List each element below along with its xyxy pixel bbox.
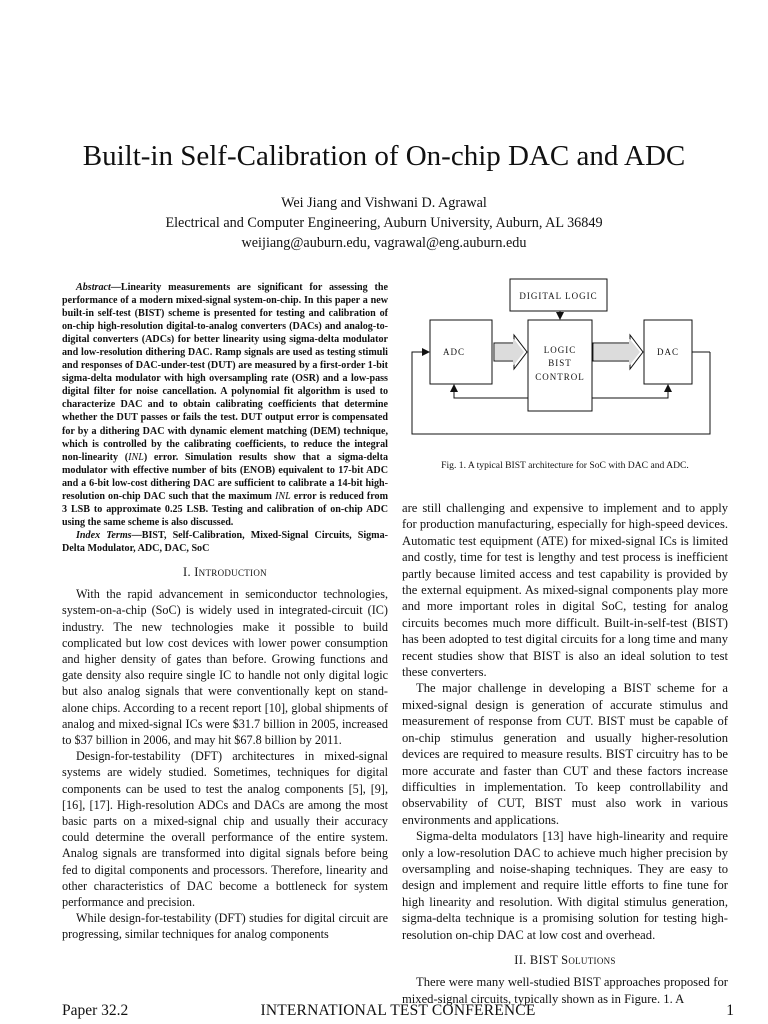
- logic-label-line3: CONTROL: [535, 372, 585, 382]
- footer-conference: INTERNATIONAL TEST CONFERENCE: [260, 1002, 536, 1019]
- figure-caption: Fig. 1. A typical BIST architecture for SoC with DAC and ADC.: [441, 460, 689, 471]
- section-heading-introduction: I. Introduction: [183, 564, 267, 579]
- feedback-logic-to-dac: [592, 385, 668, 398]
- abstract-text-3: error is reduced from 3 LSB to approximate 0.25 LSB. Testing and calibration of on-chip ADC using the same scheme is also discussed.: [62, 490, 388, 528]
- logic-label-line1: LOGIC: [543, 345, 577, 355]
- index-terms-text: —BIST, Self-Calibration, Mixed-Signal Circuits, Sigma-Delta Modulator, ADC, DAC, SoC: [62, 529, 388, 554]
- right-paragraph-1: are still challenging and expensive to implement and to apply for production manufacturing, especially for high-speed devices. Automatic test equipment (ATE) for mixed-signal ICs is limited and costly, time for test is lengthy and test process is inefficient partly because limited access and test capability is provided by the external equipment. As mixed-signal components play more and more important roles in digital SoC, testing for analog circuits becomes much more difficult. Built-in-self-test (BIST) has been adopted to test digital circuits for a long time and many recent studies show that BIST is also an ideal solution to test these converters.: [402, 501, 728, 680]
- author-affiliation: Electrical and Computer Engineering, Auburn University, Auburn, AL 36849: [165, 215, 603, 231]
- paper-title: Built-in Self-Calibration of On-chip DAC and ADC: [82, 140, 686, 172]
- right-paragraph-2: The major challenge in developing a BIST scheme for a mixed-signal design is generation of accurate stimulus and measurement of response from CUT. BIST must be capable of on-chip stimulus generation and usually higher-resolution devices are required to measure results. BIST circuitry has to be more accurate and faster than CUT and these factors increase difficulties in implementation. To keep controllability and observability of CUT, BIST must also work in various environments and applications.: [402, 681, 728, 827]
- page-footer: [62, 1001, 734, 1021]
- abstract-inl-1: INL: [128, 451, 144, 463]
- bist-paragraph-1: There were many well-studied BIST approaches proposed for mixed-signal circuits, typically shown as in Figure. 1. A: [402, 975, 728, 1006]
- author-emails: weijiang@auburn.edu, vagrawal@eng.auburn.edu: [241, 235, 527, 251]
- right-column: [402, 500, 728, 1007]
- adc-label: ADC: [442, 347, 466, 357]
- section-heading-bist-solutions: II. BIST Solutions: [514, 952, 616, 967]
- intro-paragraph-1: With the rapid advancement in semiconductor technologies, system-on-a-chip (SoC) is widely used in integrated-circuit (IC) industry. The new technologies make it possible to build complicated but low cost devices with lower power consumption and higher density of gates than before. Growing functions and gate density also require single IC to handle not only digital logic but also analog signals that were conventionally kept on stand-alone chips. According to a recent report [10], global shipments of analog and mixed-signal ICs were $31.7 billion in 2005, increased to $37 billion in 2006, and may hit $67.8 billion by 2011.: [62, 587, 388, 748]
- feedback-logic-to-adc: [454, 385, 528, 398]
- abstract-text-1: —Linearity measurements are significant for assessing the performance of a modern mixed-signal system-on-chip. In this paper a new built-in self-test (BIST) scheme is presented for testing and calibration of on-chip high-resolution digital-to-analog converters (DACs) and analog-to-digital converters (ADCs) for better linearity using sigma-delta modulator and low-resolution dithering DAC. Ramp signals are used as testing stimuli and responses of DAC-under-test (DUT) are measured by a first-order 1-bit sigma-delta modulator with high oversampling rate (OSR) and a low-pass digital filter for noise cancellation. A polynomial fit algorithm is used to characterize DAC and to obtain calibrating coefficients that determine whether the DUT passes or fails the test. DUT output error is compensated for by a dithering DAC with dynamic element matching (DEM) technique, which is controlled by the calibrating coefficients, to reduce the integral non-linearity (: [62, 282, 388, 463]
- author-names: Wei Jiang and Vishwani D. Agrawal: [281, 195, 487, 211]
- left-column: [62, 281, 388, 943]
- index-terms-lead: Index Terms: [76, 529, 132, 541]
- abstract-text-2: ) error. Simulation results show that a sigma-delta modulator with effective number of bits (ENOB) equivalent to 17-bit ADC and a 6-bit low-cost dithering DAC are sufficient to calibrate a 14-bit high-resolution on-chip DAC such that the maximum: [62, 451, 388, 502]
- dac-label: DAC: [656, 347, 680, 357]
- intro-paragraph-3: While design-for-testability (DFT) studies for digital circuit are progressing, similar techniques for analog components: [62, 911, 388, 942]
- figure-bist-architecture: [410, 276, 728, 442]
- index-terms: [62, 529, 388, 555]
- abstract-inl-2: INL: [275, 490, 291, 502]
- author-block: [0, 193, 768, 253]
- digital-logic-label: DIGITAL LOGIC: [519, 291, 598, 301]
- intro-paragraph-2: Design-for-testability (DFT) architectures in mixed-signal systems are widely studied. Sometimes, techniques for digital components can be used to test the analog components [5], [9], [16], [17]. High-resolution ADCs and DACs are among the most basic parts on a mixed-signal chip and usually their accuracy could determine the overall performance of the entire system. Analog signals are transformed into digital signals before being fed to digital components and processors. Therefore, linearity and other characteristics of DAC become a bottleneck for system performance and precision.: [62, 749, 388, 910]
- abstract-lead: Abstract: [76, 282, 111, 293]
- abstract: [62, 281, 388, 529]
- logic-label-line2: BIST: [548, 358, 572, 368]
- footer-page-number: 1: [726, 1002, 734, 1019]
- footer-paper-number: Paper 32.2: [62, 1002, 129, 1019]
- right-paragraph-3: Sigma-delta modulators [13] have high-linearity and require only a low-resolution DAC to achieve much higher precision by oversampling and noise-shaping techniques. They are easy to design and implement and require little efforts to fine tune for high linearity and resolution. With digital stimulus generation, sigma-delta technique is a promising solution for testing high-resolution on-chip DAC at low cost and overhead.: [402, 829, 728, 942]
